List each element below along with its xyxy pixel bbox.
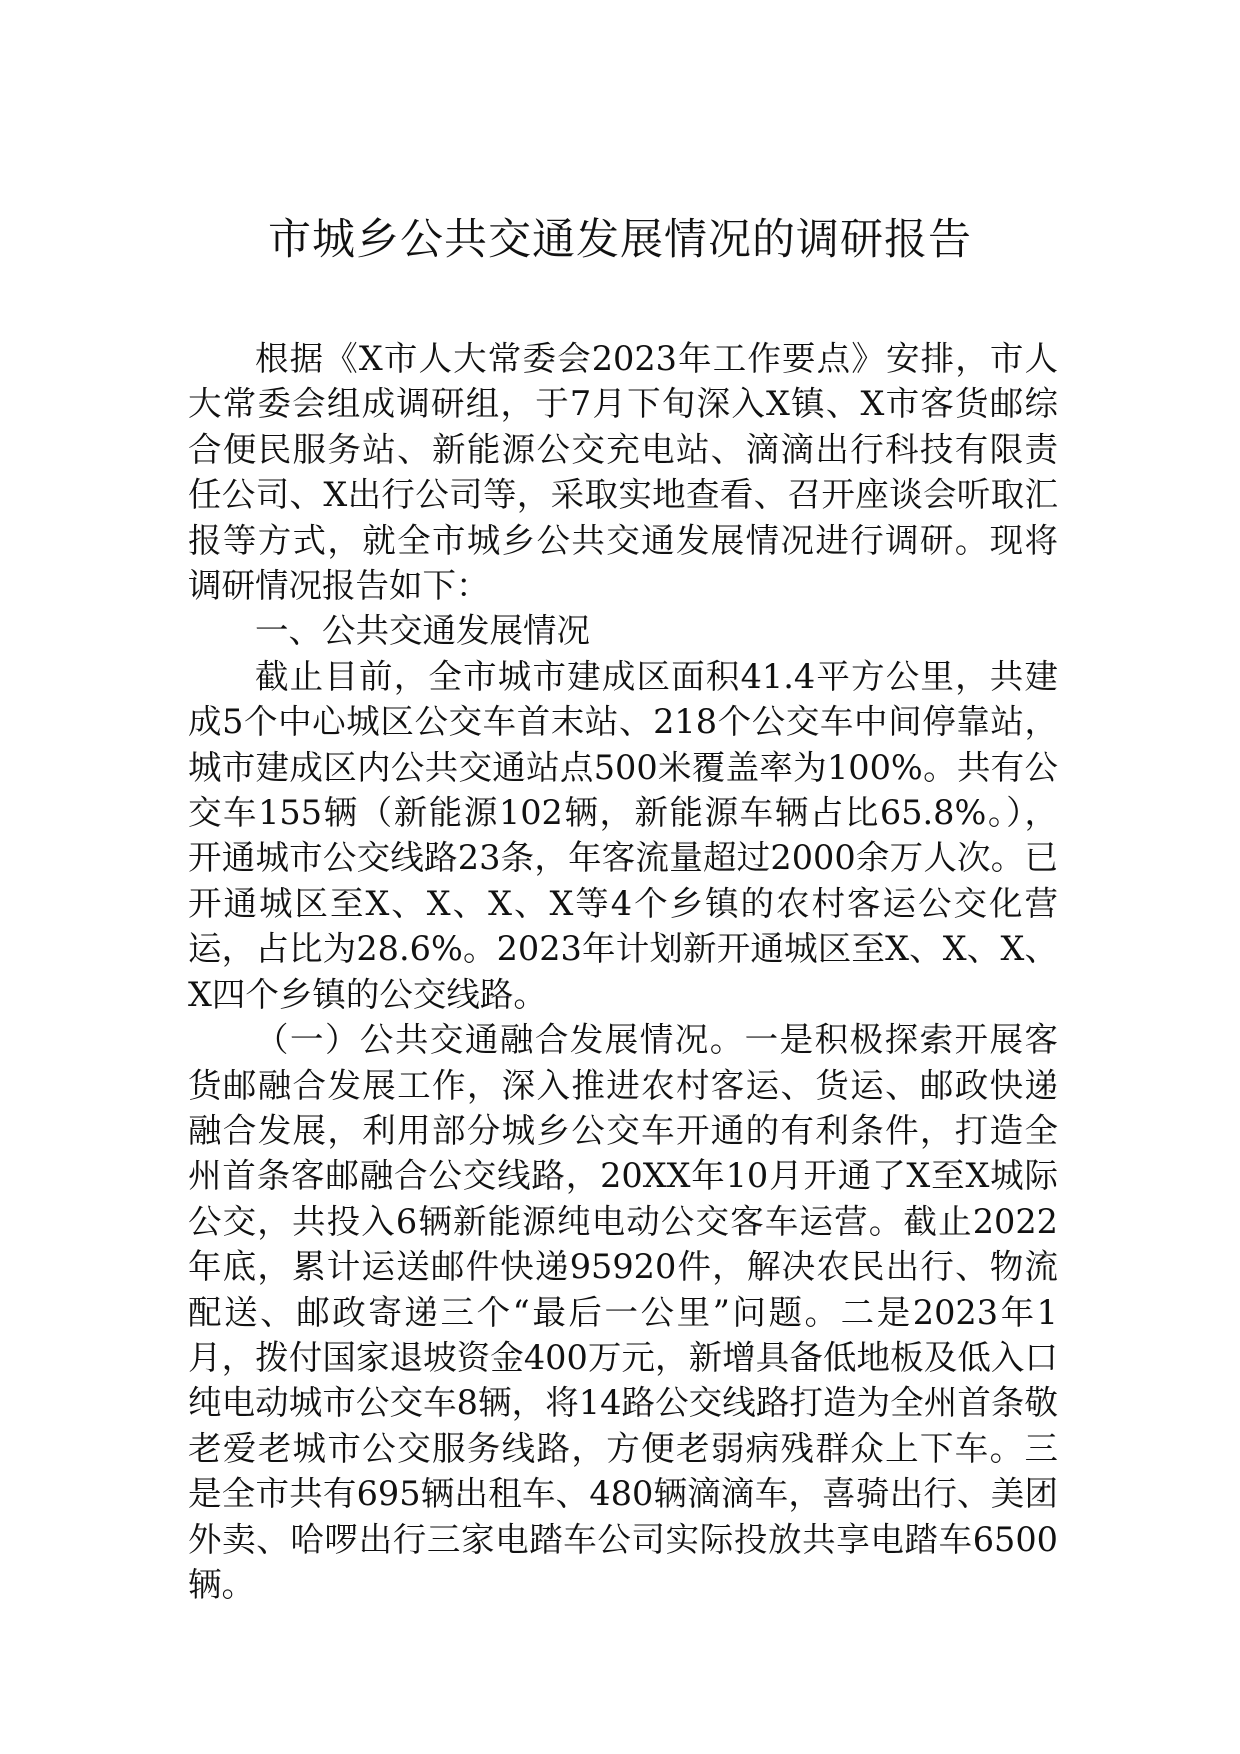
intro-paragraph: 根据《X市人大常委会2023年工作要点》安排，市人大常委会组成调研组，于7月下旬深入X镇、X市客货邮综合便民服务站、新能源公交充电站、滴滴出行科技有限责任公司、X出行公司等，采取实地查看、召开座谈会听取汇报等方式，就全市城乡公共交通发展情况进行调研。现将调研情况报告如下： (188, 339, 1058, 606)
document-body (188, 336, 1058, 1607)
integration-paragraph: （一）公共交通融合发展情况。一是积极探索开展客货邮融合发展工作，深入推进农村客运、货运、邮政快递融合发展，利用部分城乡公交车开通的有利条件，打造全州首条客邮融合公交线路，20XX年10月开通了X至X城际公交，共投入6辆新能源纯电动公交客车运营。截止2022年底，累计运送邮件快递95920件，解决农民出行、物流配送、邮政寄递三个“最后一公里”问题。二是2023年1月，拨付国家退坡资金400万元，新增具备低地板及低入口纯电动城市公交车8辆，将14路公交线路打造为全州首条敬老爱老城市公交服务线路，方便老弱病残群众上下车。三是全市共有695辆出租车、480辆滴滴车，喜骑出行、美团外卖、哈啰出行三家电踏车公司实际投放共享电踏车6500辆。 (188, 1020, 1058, 1604)
document-title: 市城乡公共交通发展情况的调研报告 (268, 215, 972, 265)
section-heading: 一、公共交通发展情况 (255, 611, 590, 651)
overview-paragraph: 截止目前，全市城市建成区面积41.4平方公里，共建成5个中心城区公交车首末站、218个公交车中间停靠站，城市建成区内公共交通站点500米覆盖率为100%。共有公交车155辆（新能源102辆，新能源车辆占比65.8%。），开通城市公交线路23条，年客流量超过2000余万人次。已开通城区至X、X、X、X等4个乡镇的农村客运公交化营运，占比为28.6%。2023年计划新开通城区至X、X、X、X四个乡镇的公交线路。 (188, 656, 1058, 1014)
